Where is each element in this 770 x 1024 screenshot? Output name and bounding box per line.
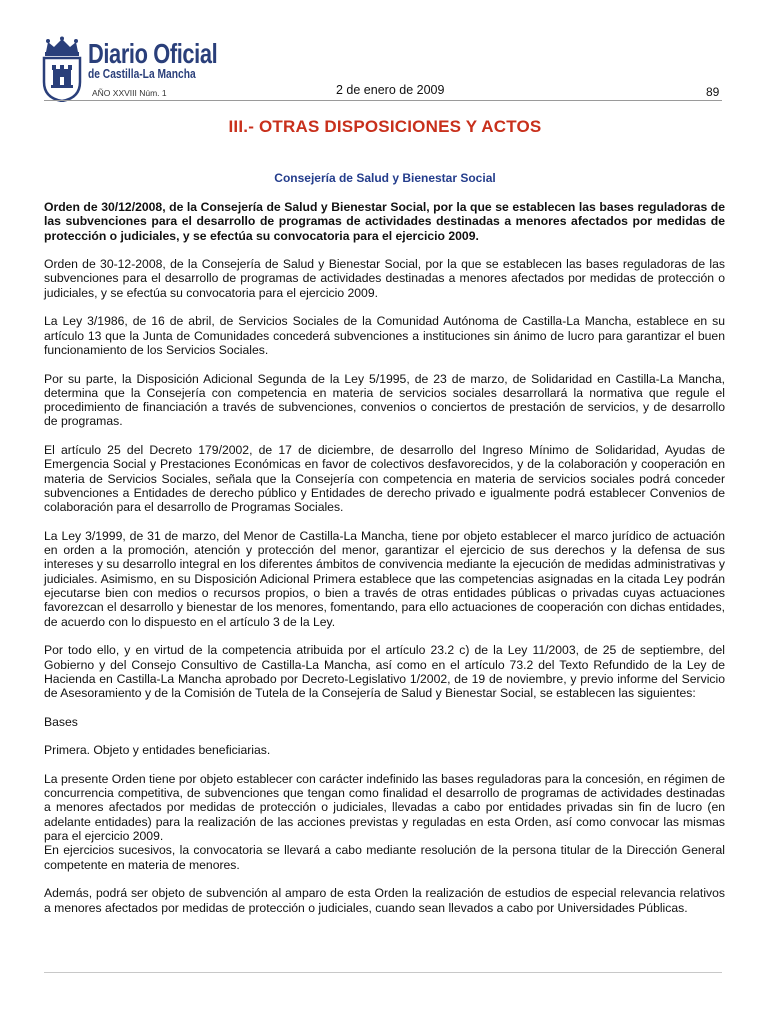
order-title: Orden de 30/12/2008, de la Consejería de Salud y Bienestar Social, por la que se establecen las bases reguladoras de las subvenciones para el desarrollo de programas de actividades destinadas a menores afectados por medidas de protección o judiciales, y se efectúa su convocatoria para el ejercicio 2009.: [44, 200, 725, 243]
paragraph: En ejercicios sucesivos, la convocatoria se llevará a cabo mediante resolución de la persona titular de la Dirección General competente en materia de menores.: [44, 843, 725, 872]
paragraph: La Ley 3/1999, de 31 de marzo, del Menor de Castilla-La Mancha, tiene por objeto establecer el marco jurídico de actuación en orden a la promoción, atención y protección del menor, garantizar el ejercicio de sus derechos y la defensa de sus intereses y su desarrollo integral en los diferentes ámbitos de convivencia mediante la ejecución de medidas administrativas y judiciales. Asimismo, en su Disposición Adicional Primera establece que las competencias asignadas en la citada Ley podrán ejecutarse bien con medios o recursos propios, o bien a través de otras entidades públicas o privadas cuyas actuaciones favorezcan el desarrollo y bienestar de los menores, fomentando, para ello actuaciones de cooperación con dichas entidades, de acuerdo con lo dispuesto en el artículo 3 de la Ley.: [44, 528, 725, 629]
document-body: [44, 200, 725, 929]
paragraph: La Ley 3/1986, de 16 de abril, de Servicios Sociales de la Comunidad Autónoma de Castilla-La Mancha, establece en su artículo 13 que la Junta de Comunidades concederá subvenciones a instituciones sin ánimo de lucro para garantizar el buen funcionamiento de los Servicios Sociales.: [44, 314, 725, 357]
coat-of-arms-icon: [40, 36, 84, 102]
bases-heading: Bases: [44, 714, 78, 729]
publication-date: 2 de enero de 2009: [336, 83, 445, 97]
issue-number: AÑO XXVIII Núm. 1: [92, 88, 167, 98]
article-heading: Primera. Objeto y entidades beneficiarias.: [44, 743, 271, 758]
paragraph: Por su parte, la Disposición Adicional Segunda de la Ley 5/1995, de 23 de marzo, de Solidaridad en Castilla-La Mancha, determina que la Consejería con competencia en materia de servicios sociales desarrollará la normativa que regule el procedimiento de financiación a través de subvenciones, convenios o conciertos de prestación de servicios, y de desarrollo de programas.: [44, 371, 725, 429]
brand-subtitle: de Castilla-La Mancha: [88, 67, 196, 81]
section-title: III.- OTRAS DISPOSICIONES Y ACTOS: [228, 117, 542, 136]
paragraph: El artículo 25 del Decreto 179/2002, de 17 de diciembre, de desarrollo del Ingreso Mínimo de Solidaridad, Ayudas de Emergencia Social y Prestaciones Económicas en favor de colectivos desfavorecidos, y de la colaboración y cooperación en materia de Servicios Sociales, señala que la Consejería con competencia en materia de servicios sociales podrá conceder subvenciones a Entidades de derecho público y Entidades de derecho privado e igualmente podrá establecer Convenios de colaboración para el desarrollo de Programas Sociales.: [44, 443, 725, 515]
ministry-heading: Consejería de Salud y Bienestar Social: [274, 171, 496, 185]
paragraph: Por todo ello, y en virtud de la competencia atribuida por el artículo 23.2 c) de la Ley 11/2003, de 25 de septiembre, del Gobierno y del Consejo Consultivo de Castilla-La Mancha, así como en el artículo 73.2 del Texto Refundido de la Ley de Hacienda en Castilla-La Mancha aprobado por Decreto-Legislativo 1/2002, de 19 de noviembre, y previo informe del Servicio de Asesoramiento y de la Comisión de Tutela de la Consejería de Salud y Bienestar Social, se establecen las siguientes:: [44, 643, 725, 701]
paragraph: Además, podrá ser objeto de subvención al amparo de esta Orden la realización de estudios de especial relevancia relativos a menores afectados por medidas de protección o judiciales, cuando sean llevados a cabo por Universidades Públicas.: [44, 886, 725, 915]
paragraph: Orden de 30-12-2008, de la Consejería de Salud y Bienestar Social, por la que se establecen las bases reguladoras de las subvenciones para el desarrollo de programas de actividades destinadas a menores afectados por medidas de protección o judiciales, y se efectúa su convocatoria para el ejercicio 2009.: [44, 257, 725, 300]
header-divider: [44, 100, 722, 101]
footer-divider: [44, 972, 722, 973]
page-header: [0, 0, 770, 110]
page-number: 89: [706, 85, 720, 99]
paragraph: La presente Orden tiene por objeto establecer con carácter indefinido las bases reguladoras para la concesión, en régimen de concurrencia competitiva, de subvenciones que tengan como finalidad el desarrollo de programas de actividades destinadas a menores afectados por medidas de protección o judiciales, llevadas a cabo por entidades privadas sin fin de lucro (en adelante entidades) para la realización de las acciones previstas y reguladas en esta Orden, así como convocar las mismas para el ejercicio 2009.: [44, 771, 725, 844]
brand-title: Diario Oficial: [88, 38, 218, 69]
